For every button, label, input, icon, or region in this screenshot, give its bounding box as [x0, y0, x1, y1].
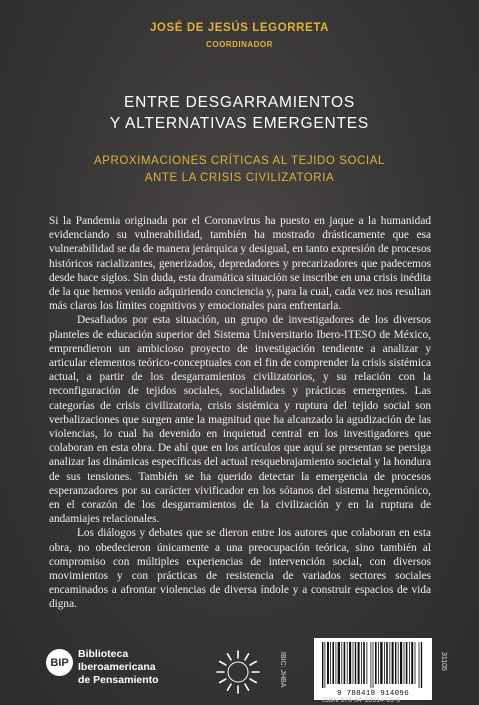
- jesuit-university-seal-icon: [212, 647, 264, 699]
- subtitle-line-2: ANTE LA CRISIS CIVILIZATORIA: [144, 172, 335, 184]
- barcode-bars-icon: [314, 638, 432, 690]
- editor-role: COORDINADOR: [206, 40, 273, 49]
- title-line-1: ENTRE DESGARRAMIENTOS: [124, 94, 355, 111]
- blurb-paragraph-3: Los diálogos y debates que se dieron entre los autores que colaboran en esta obra, no obedecieron únicamente a una preocupación teórica, sino también al compromiso con múltiples experiencias de intervención social, con diversos movimientos y con prácticas de resistencia de variados sectores sociales encaminados a afrontar violencias de diversa índole y a construir espacios de vida digna.: [49, 527, 431, 611]
- barcode-digits: 9 788418 914096: [336, 690, 409, 698]
- publisher-line-3: de Pensamiento: [78, 674, 159, 686]
- ibic-code: IBIC: JHBA: [279, 652, 286, 688]
- publisher-block: [46, 648, 159, 687]
- publisher-name: [78, 648, 159, 687]
- isbn-text: ISBN 978-84-18914-09-6: [322, 697, 401, 704]
- editor-name: JOSÉ DE JESÚS LEGORRETA: [149, 22, 330, 34]
- book-title: [0, 92, 479, 134]
- publisher-line-1: Biblioteca: [78, 648, 129, 660]
- blurb-paragraph-2: Desafiados por esta situación, un grupo de investigadores de los diversos planteles de educación superior del Sistema Universitario Ibero-ITESO de México, emprendieron un ambicioso proyecto de investigación tendiente a analizar y articular elementos teórico-conceptuales con el fin de comprender la crisis sistémica actual, a partir de los desgarramientos civilizatorios, y su relación con la reconfiguración de tejidos sociales, socialidades y prácticas emergentes. Las categorías de crisis civilizatoria, crisis sistémica y ruptura del tejido social son verbalizaciones que surgen ante la magnitud que ha alcanzado la agudización de las violencias, lo cual ha devenido en inquietud central en los investigadores que colaboran en esta obra. De ahí que en los artículos que aquí se presentan se persiga analizar las dinámicas específicas del actual resquebrajamiento societal y la hondura de sus tensiones. También se ha querido detectar la emergencia de procesos esperanzadores por su carácter vivificador en los sótanos del sistema hegemónico, en el corazón de los desgarramientos de la civilización y en la ruptura de andamiajes relacionales.: [49, 314, 431, 526]
- bip-logo-icon: BIP: [46, 649, 73, 676]
- catalog-number: 31105: [440, 652, 447, 671]
- isbn-barcode: [314, 638, 432, 700]
- publisher-line-2: Iberoamericana: [78, 661, 156, 673]
- blurb-paragraph-1: Si la Pandemia originada por el Coronavirus ha puesto en jaque a la humanidad evidenciando su vulnerabilidad, también ha mostrado drásticamente que esa vulnerabilidad se da de manera jerárquica y desigual, en tanto expresión de procesos históricos racializantes, generizados, depredadores y precarizadores que padecemos desde hace siglos. Sin duda, esta dramática situación se inscribe en una crisis inédita de la que hemos venido adquiriendo conciencia y, para la cual, cada vez nos resultan más claros los límites cognitivos y emocionales para enfrentarla.: [49, 215, 431, 313]
- book-subtitle: [0, 153, 479, 187]
- back-cover-blurb: [49, 214, 431, 612]
- subtitle-line-1: APROXIMACIONES CRÍTICAS AL TEJIDO SOCIAL: [93, 155, 386, 167]
- title-line-2: Y ALTERNATIVAS EMERGENTES: [109, 115, 370, 132]
